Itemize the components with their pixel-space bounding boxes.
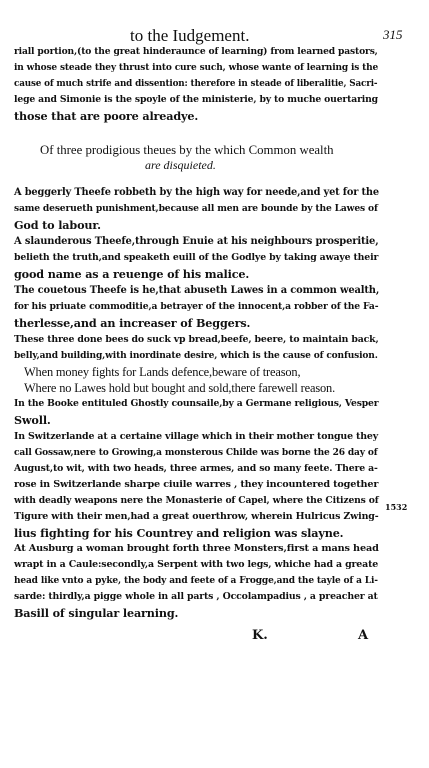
text-line: in whose steade they thrust into cure such, whose wante of learning is the: [14, 63, 379, 73]
text-line: A slaunderous Theefe,through Enuie at his neighbours prosperitie,: [14, 236, 379, 247]
text-line: August,to wit, with two heads, three armes, and so many feete. There a-: [14, 463, 378, 474]
text-line: therlesse,and an increaser of Beggers.: [14, 316, 251, 330]
verse-line: Where no Lawes hold but bought and sold,there farewell reason.: [24, 381, 336, 395]
text-line: belieth the truth,and speaketh euill of the Godlye by taking awaye their: [14, 252, 379, 263]
text-line: call Gossaw,nere to Growing,a monsterous Childe was borne the 26 day of: [14, 448, 378, 458]
text-line: with deadly weapons nere the Monasterie of Capel, where the Citizens of: [14, 495, 379, 506]
text-line: belly,and building,with inordinate desire, which is the cause of confusion.: [14, 350, 378, 361]
text-line: for his priuate commoditie,a betrayer of the innocent,a robber of the Fa-: [14, 301, 379, 312]
text-line: sarde: thirdly,a pigge whole in all parts , Occolampadius , a preacher at: [14, 591, 378, 602]
text-line: riall portion,(to the great hinderaunce of learning) from learned pastors,: [14, 46, 378, 57]
text-line: Tigure with their men,had a great ouerthrow, wherein Hulricus Zwing-: [14, 511, 379, 522]
verse-line: When money fights for Lands defence,beware of treason,: [24, 365, 301, 379]
page-number: 315: [383, 27, 403, 42]
catchword: A: [358, 628, 369, 643]
text-line: good name as a reuenge of his malice.: [14, 267, 250, 281]
text-line: The couetous Theefe is he,that abuseth Lawes in a common wealth,: [14, 285, 380, 296]
text-line: rose in Switzerlande sharpe ciuile warres , they incountered together: [14, 479, 379, 490]
running-head: to the Iudgement.: [130, 26, 250, 45]
section-heading-continued: are disquieted.: [145, 158, 216, 172]
text-line: At Ausburg a woman brought forth three Monsters,first a mans head: [14, 543, 379, 554]
margin-note-year: 1532: [385, 502, 408, 512]
text-line: lius fighting for his Countrey and religion was slayne.: [14, 526, 344, 540]
text-line: A beggerly Theefe robbeth by the high way for neede,and yet for the: [14, 187, 379, 198]
text-line: cause of much strife and dissention: therefore in steade of liberalitie, Sacri-: [14, 79, 378, 89]
text-line: These three done bees do suck vp bread,beefe, beere, to maintain back,: [14, 334, 379, 345]
text-line: God to labour.: [14, 218, 101, 232]
text-line: In Switzerlande at a certaine village which in their mother tongue they: [14, 431, 379, 442]
text-line: Swoll.: [14, 413, 51, 427]
text-line: same deserueth punishment,because all men are bounde by the Lawes of: [14, 203, 378, 214]
text-line: Basill of singular learning.: [14, 606, 179, 620]
text-line: those that are poore alreadye.: [14, 109, 199, 123]
signature-mark: K.: [252, 628, 268, 643]
text-line: lege and Simonie is the spoyle of the ministerie, by to muche ouertaring: [14, 94, 378, 105]
section-heading: Of three prodigious theues by the which Common wealth: [40, 143, 334, 157]
text-line: In the Booke entituled Ghostly counsaile,by a Germane religious, Vesper: [14, 398, 379, 409]
text-line: wrapt in a Caule:secondly,a Serpent with two legs, whiche had a greate: [14, 559, 379, 570]
text-line: head like vnto a pyke, the body and feete of a Frogge,and the tayle of a Li-: [14, 576, 378, 586]
